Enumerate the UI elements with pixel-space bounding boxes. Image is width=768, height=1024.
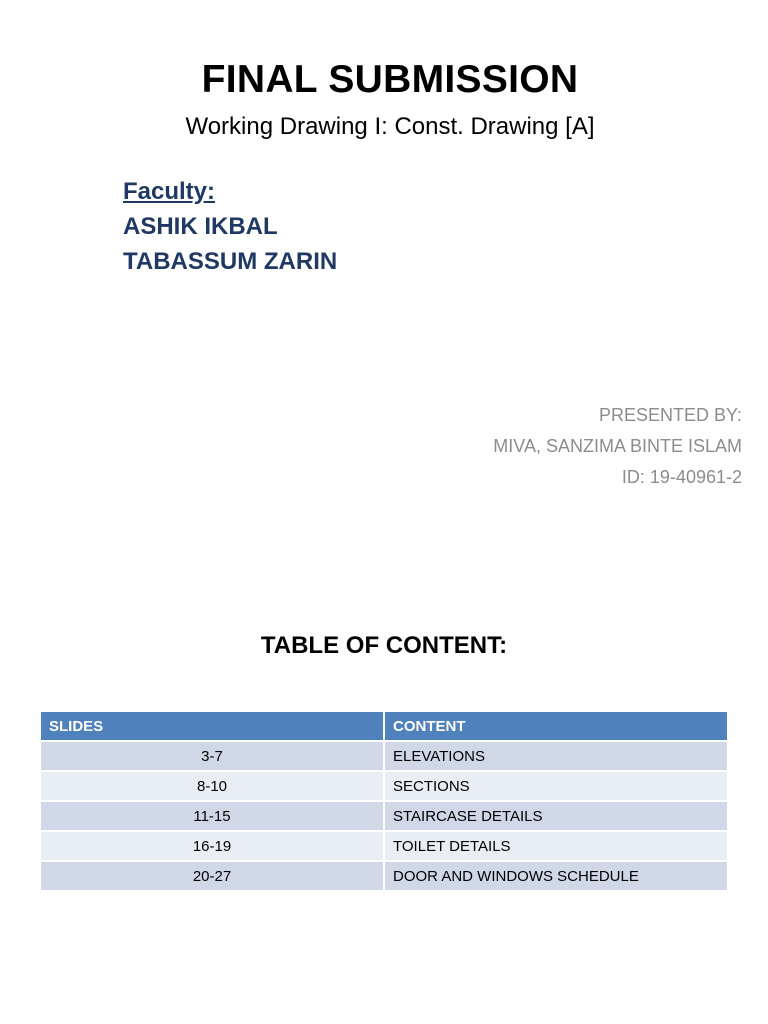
toc-slides-cell: 8-10 xyxy=(40,771,384,801)
presenter-name: MIVA, SANZIMA BINTE ISLAM xyxy=(493,436,742,456)
presenter-id: ID: 19-40961-2 xyxy=(621,467,742,487)
toc-header-slides: SLIDES xyxy=(40,711,384,741)
table-row xyxy=(40,831,728,861)
document-title: FINAL SUBMISSION xyxy=(201,58,579,101)
faculty-name: ASHIK IKBAL xyxy=(123,213,278,240)
toc-table xyxy=(39,710,729,892)
toc-content-cell: DOOR AND WINDOWS SCHEDULE xyxy=(384,861,728,891)
faculty-name: TABASSUM ZARIN xyxy=(123,248,338,275)
table-row xyxy=(40,801,728,831)
table-row xyxy=(40,861,728,891)
toc-slides-cell: 3-7 xyxy=(40,741,384,771)
faculty-block xyxy=(123,174,337,279)
presenter-label: PRESENTED BY: xyxy=(598,405,742,425)
toc-content-cell: SECTIONS xyxy=(384,771,728,801)
document-subtitle: Working Drawing I: Const. Drawing [A] xyxy=(185,113,595,140)
toc-header-row xyxy=(40,711,728,741)
toc-slides-cell: 20-27 xyxy=(40,861,384,891)
toc-slides-cell: 11-15 xyxy=(40,801,384,831)
faculty-label: Faculty: xyxy=(123,178,216,205)
toc-heading: TABLE OF CONTENT: xyxy=(260,632,508,659)
toc-slides-cell: 16-19 xyxy=(40,831,384,861)
toc-header-content: CONTENT xyxy=(384,711,728,741)
presenter-block xyxy=(493,400,742,493)
toc-content-cell: STAIRCASE DETAILS xyxy=(384,801,728,831)
toc-content-cell: TOILET DETAILS xyxy=(384,831,728,861)
table-row xyxy=(40,741,728,771)
table-row xyxy=(40,771,728,801)
toc-content-cell: ELEVATIONS xyxy=(384,741,728,771)
